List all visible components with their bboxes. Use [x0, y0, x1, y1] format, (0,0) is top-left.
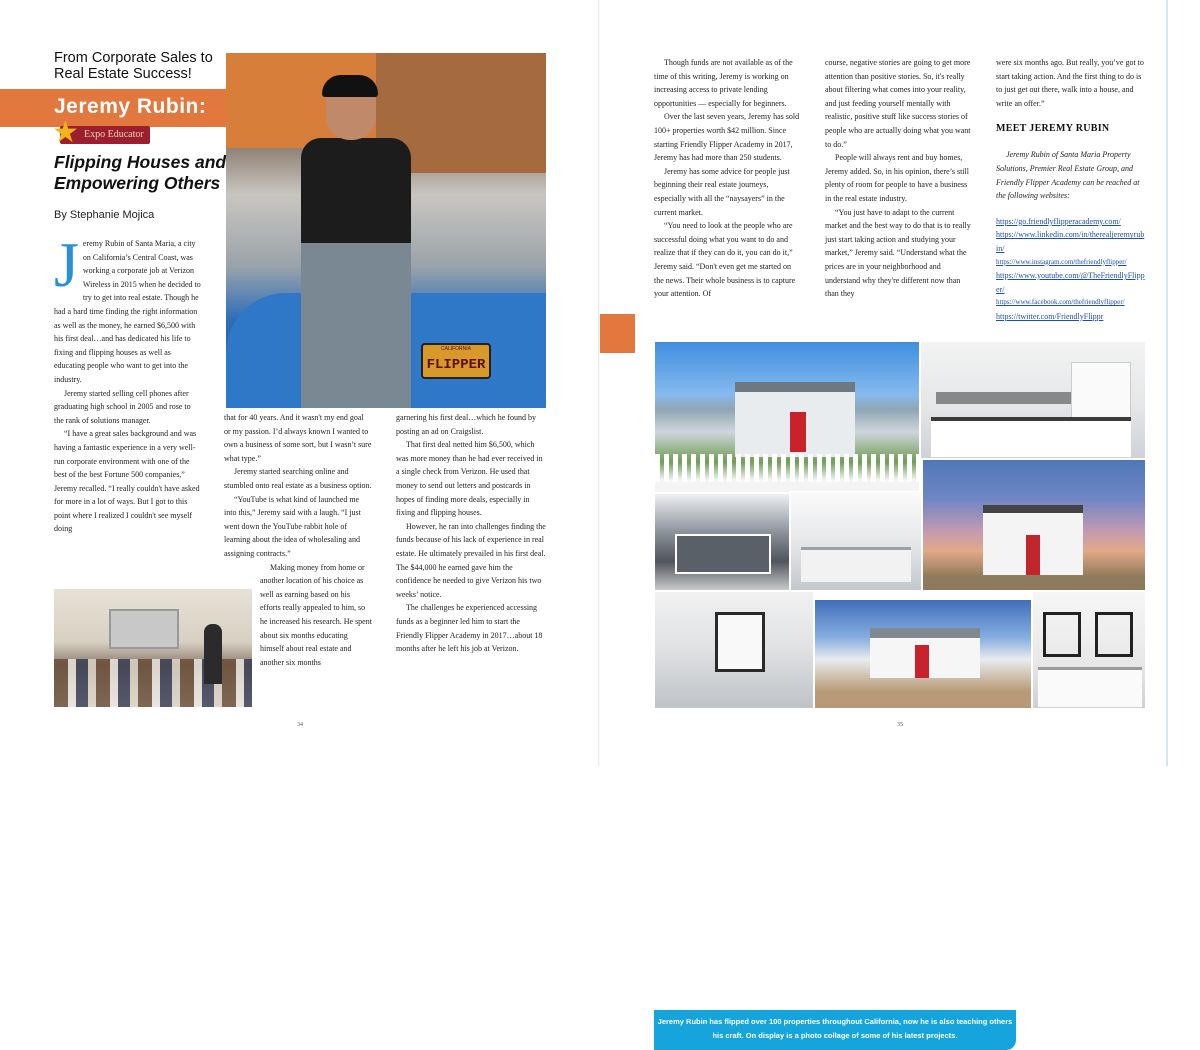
link-youtube[interactable]: https://www.youtube.com/@TheFriendlyFlipper/ [996, 271, 1145, 294]
byline: By Stephanie Mojica [54, 209, 155, 221]
paragraph: That first deal netted him $6,500, which was more money than he had ever received in a single check from Verizon. He used that money to send out letters and postcards in hopes of finding more deals, especially in fixing and flipping houses. [396, 440, 543, 518]
collage-photo-bathroom-2 [1032, 591, 1146, 709]
paragraph: Though funds are not available as of the time of this writing, Jeremy is working on increasing access to private lending opportunities — especially for beginners. [654, 58, 793, 108]
paragraph: “You need to look at the people who are successful doing what you want to do and realize that if they can do it, you can do it,” Jeremy said. “Don't even get me started on the news. Their whole business is to capture your attention. Of [654, 221, 796, 299]
collage-photo-house-red-door [814, 599, 1032, 709]
paragraph: However, he ran into challenges finding the funds because of his lack of experience in real estate. He ultimately prevailed in his first deal. The $44,000 he earned gave him the confidence he needed to give Verizon his two weeks’ notice. [396, 521, 546, 599]
drop-cap: J [54, 229, 79, 300]
paragraph: The challenges he experienced accessing funds as a beginner led him to start the Friendly Flipper Academy in 2017…about 18 months after he left his job at Verizon. [396, 603, 543, 654]
hero-photo-jeremy-rubin [226, 53, 546, 408]
meet-paragraph: Jeremy Rubin of Santa Maria Property Solutions, Premier Real Estate Group, and Friendly Flipper Academy can be reached at the following websites: [996, 150, 1140, 201]
license-plate: CALIFORNIA FLIPPER [421, 343, 491, 379]
page-number: 35 [897, 722, 903, 728]
paragraph: course, negative stories are going to get more attention than positive stories. So, it's really about filtering what comes into your reality, and just feeding yourself mentally with realistic, positive stuff like success stories of people who are actually doing what you want to do.” [825, 58, 971, 149]
paragraph: were six months ago. But really, you’ve got to start taking action. And the first thing to do is to just get out there, walk into a house, and write an offer.” [996, 58, 1144, 108]
paragraph: “I have a great sales background and was having a fantastic experience in a very well-run corporate environment with one of the best of the best Fortune 500 companies,” Jeremy recalled. “I really couldn't have asked for more in a lot of ways. But I got to this point where I realized I couldn't see myself doing [54, 429, 200, 534]
collage-photo-kitchen-1 [920, 341, 1146, 459]
left-page [0, 0, 600, 766]
paragraph: People will always rent and buy homes, Jeremy added. So, in his opinion, there’s still plenty of room for people to have a business in the real estate industry. [825, 153, 969, 203]
meet-heading: MEET JEREMY RUBIN [996, 123, 1110, 135]
right-page [600, 0, 1200, 1040]
left-column-3 [396, 411, 546, 656]
page-edge [1166, 0, 1168, 766]
orange-accent-tab [600, 314, 635, 353]
collage-photo-bathroom-1 [654, 591, 814, 709]
paragraph: Over the last seven years, Jeremy has sold 100+ properties worth $42 million. Since starting Friendly Flipper Academy in 2017, Jeremy has had more than 250 students. [654, 112, 800, 163]
paragraph: Making money from home or another location of his choice as well as earning based on his efforts really appealed to him, so he increased his research. He spent about six months educating himself about real estate and another six months [260, 562, 372, 667]
paragraph: Jeremy has some advice for people just beginning their real estate journeys, especially with all the “naysayers” in the current market. [654, 166, 790, 217]
article-deck: From Corporate Sales to Real Estate Success! [54, 50, 213, 82]
link-twitter[interactable]: https://twitter.com/FriendlyFlippr [996, 311, 1104, 321]
paragraph: garnering his first deal…which he found by posting an ad on Craigslist. [396, 413, 536, 436]
paragraph: “You just have to adapt to the current market and the best way to do that is to really just start taking action and studying your market,” Jeremy said. “Understand what the prices are in your neighborhood and understand why they're different now than than they [825, 207, 971, 299]
link-friendlyflipperacademy[interactable]: https://go.friendlyflipperacademy.com/ [996, 216, 1121, 226]
page-number: 34 [297, 722, 303, 728]
left-column-1 [54, 229, 201, 536]
link-linkedin[interactable]: https://www.linkedin.com/in/therealjeremyrubin/ [996, 230, 1145, 253]
collage-photo-house-sunset [922, 459, 1146, 591]
link-facebook[interactable]: https://www.facebook.com/thefriendlyflipper/ [996, 298, 1125, 307]
paragraph: Jeremy started selling cell phones after graduating high school in 2005 and rose to the rank of solutions manager. [54, 388, 191, 425]
collage-photo-kitchen-2 [790, 491, 922, 591]
paragraph: Jeremy Rubin of Santa Maria, a city on California’s Central Coast, was working a corporate job at Verizon Wireless in 2015 when he decided to try to get into real estate. Though he had a hard time finding the right information as well as the money, he earned $6,500 with his first deal…and has dedicated his life to fixing and flipping houses as well as educating people who want to get into the industry. [54, 229, 201, 384]
star-icon: ★ [52, 116, 79, 149]
article-title: Jeremy Rubin: [54, 95, 207, 118]
expo-educator-badge: Expo Educator [60, 126, 150, 144]
right-column-3 [996, 56, 1146, 324]
paragraph: Jeremy started searching online and stumbled onto real estate as a business option. [224, 467, 372, 490]
photo-caption: Jeremy Rubin has flipped over 100 properties throughout California, now he is also teaching others his craft. On display is a photo collage of some of his latest projects. [654, 1010, 1016, 1050]
paragraph: that for 40 years. And it wasn't my end goal or my passion. I’d always known I wanted to own a business of some sort, but I wasn’t sure what type.” [224, 413, 372, 463]
paragraph: “YouTube is what kind of launched me into this,” Jeremy said with a laugh. “I just went down the YouTube rabbit hole of learning about the idea of wholesaling and assigning contracts.” [224, 494, 361, 558]
collage-photo-house-gray [654, 493, 790, 591]
right-column-1 [654, 56, 802, 301]
article-subtitle: Flipping Houses and Empowering Others [54, 152, 227, 193]
collage-photo-house-front [654, 341, 920, 493]
workshop-photo [54, 589, 252, 707]
link-instagram[interactable]: https://www.instagram.com/thefriendlyflipper/ [996, 257, 1127, 266]
right-column-2 [825, 56, 975, 301]
